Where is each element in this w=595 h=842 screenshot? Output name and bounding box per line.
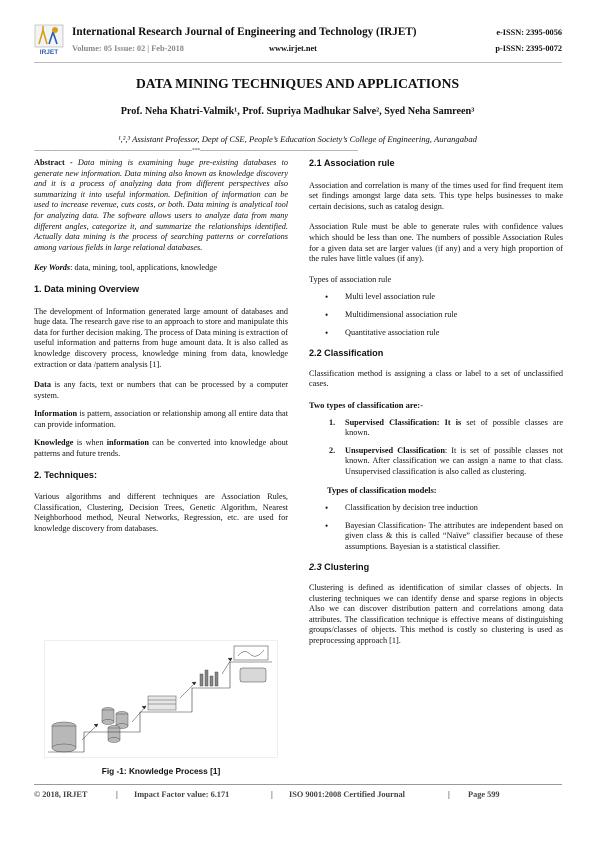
information-definition: [34, 409, 288, 430]
section-2-2-heading: 2.2 Classification: [309, 348, 384, 359]
keywords: [34, 263, 288, 274]
classification-types-label: Two types of classification are:-: [309, 399, 423, 410]
item-number: 2.: [329, 445, 336, 455]
heading-text: Clustering: [321, 562, 370, 573]
irjet-logo: [34, 24, 64, 56]
footer-page-number: Page 599: [468, 790, 500, 799]
association-types-label: Types of association rule: [309, 274, 392, 284]
knowledge-term: Knowledge: [34, 438, 74, 448]
footer-divider: [34, 784, 562, 785]
footer-iso: ISO 9001:2008 Certified Journal: [289, 790, 405, 799]
footer-separator: |: [116, 790, 118, 799]
right-column: [309, 158, 563, 647]
list-item: • Multidimensional association rule: [309, 310, 563, 321]
item-term: Supervised Classification: It is: [345, 417, 462, 427]
know-end-text: can be converted into knowledge about patterns and future trends.: [34, 438, 288, 459]
classification-types-list: [309, 418, 563, 478]
knowledge-definition: [34, 438, 288, 459]
section-2-1-heading: 2.1 Association rule: [309, 158, 395, 168]
left-column: [34, 158, 288, 535]
abstract-label: Abstract -: [34, 158, 73, 167]
p-issn: p-ISSN: 2395-0072: [495, 44, 562, 53]
heading-number: 2.3: [309, 562, 322, 573]
data-term: Data: [34, 380, 51, 390]
knowledge-icon: [240, 668, 266, 682]
abstract-text: Data mining is examining huge pre-existing databases to generate new information. Data mining also known as knowledge discovery and it is a process of analyzing data from different perspectives also summarizing it into useful information. Definition of information can be used to increase revenue, cuts costs, or both. Data mining is analytical tool for analyzing data. The software allows users to analyze data from many different angles, categorize it, and summarize the relationships identified. Actually data mining is the process of searching patterns or correlations among various fields in large relational databases.: [34, 158, 288, 252]
section-2-heading: 2. Techniques:: [34, 469, 97, 480]
logo-text: IRJET: [39, 49, 59, 56]
classification-models-label: Types of classification models:: [327, 485, 437, 496]
list-item: [309, 446, 563, 478]
know-mid-text: is when: [73, 438, 107, 448]
item-text: set of possible classes are known.: [345, 417, 564, 438]
classification-paragraph: Classification method is assigning a class or label to a set of unclassified cases.: [309, 368, 563, 389]
affiliation: ¹,²,³ Assistant Professor, Dept of CSE, People’s Education Society’s College of Engineering, Aurangabad: [118, 134, 477, 144]
e-issn: e-ISSN: 2395-0056: [496, 28, 562, 37]
journal-header: [34, 24, 562, 62]
data-definition: [34, 380, 288, 401]
item-term: Unsupervised Classification: [345, 445, 445, 455]
information-term-2: information: [106, 438, 149, 448]
list-item: • Classification by decision tree induction: [309, 503, 563, 514]
information-term: Information: [34, 409, 78, 419]
footer-separator: |: [271, 790, 273, 799]
journal-website[interactable]: www.irjet.net: [269, 44, 317, 53]
footer-impact-factor: Impact Factor value: 6.171: [134, 790, 230, 799]
info-def-text: is pattern, association or relationship among all entire data that can provide information.: [34, 409, 288, 429]
list-item: [309, 418, 563, 439]
association-paragraph-2: Association Rule must be able to generate rules with confidence values which should be less than one. The numbers of possible Association Rules for a given data set are larger values (if any) and a very high proportion of the rules have little values (if any).: [309, 222, 563, 264]
patterns-icon: [234, 646, 268, 660]
data-def-text: is any facts, text or numbers that can be processed by a computer system.: [34, 380, 288, 400]
footer-copyright: © 2018, IRJET: [34, 790, 88, 799]
list-item: • Multi level association rule: [309, 292, 563, 303]
keywords-text: : data, mining, tool, applications, knowledge: [70, 263, 218, 273]
figure-caption: Fig -1: Knowledge Process [1]: [101, 766, 221, 776]
abstract: [34, 158, 288, 253]
knowledge-process-figure: [44, 640, 278, 758]
journal-title: International Research Journal of Engineering and Technology (IRJET): [72, 26, 417, 38]
classification-models-list: [309, 503, 563, 552]
section-2-3-heading: [309, 562, 563, 573]
authors: Prof. Neha Khatri-Valmik¹, Prof. Supriya Madhukar Salve², Syed Neha Samreen³: [120, 106, 475, 117]
volume-issue: Volume: 05 Issue: 02 | Feb-2018: [72, 44, 184, 53]
item-text: : It is set of possible classes not known. After classification we can assign a name to that class. Unsupervised classification is also called as clustering.: [345, 445, 563, 476]
footer-separator: |: [448, 790, 450, 799]
keywords-label: Key Words: [34, 263, 71, 273]
paper-title: DATA MINING TECHNIQUES AND APPLICATIONS: [135, 76, 460, 91]
header-divider: [34, 62, 562, 63]
section-1-paragraph: The development of Information generated large amount of databases and huge data. The research gave rise to an approach to store and manipulate this data for further decision making. The process of Data mining is extraction of useful information and patterns from huge amount data. It is also called as knowledge discovery process, knowledge mining from data, knowledge extraction or data /pattern analysis [1].: [34, 306, 288, 369]
association-paragraph-1: Association and correlation is many of the times used for find frequent item set findings amongst large data sets. This type helps businesses to make certain decisions, such as catalog design.: [309, 180, 563, 211]
list-item: • Quantitative association rule: [309, 328, 563, 339]
item-number: 1.: [329, 417, 336, 427]
section-1-heading: 1. Data mining Overview: [34, 283, 140, 294]
clustering-paragraph: Clustering is defined as identification of similar classes of objects. In clustering techniques we can identify dense and sparse regions in objects Also we can discover distribution pattern and correlations among data attributes. The classification technique is effective means of distinguishing groups/classes of objects. This method is costly so clustering is used as preprocessing approach [1].: [309, 583, 563, 645]
list-item: • Bayesian Classification- The attributes are independent based on given class & this is called “Naïve” classifier because of these assumptions. Bayesian is a statistical classifier.: [309, 521, 563, 553]
association-types-list: [309, 292, 563, 338]
preprocessed-data-icon: [148, 696, 176, 710]
section-2-paragraph: Various algorithms and different techniques are Association Rules, Classification, Clustering, Decision Trees, Genetic Algorithm, Nearest Neighborhood method, Neural Networks, Regression, etc. are used for knowledge discovery from databases.: [34, 492, 288, 534]
separator-line: ---------------------------------------------------------------------------------------------***---------------------------------------------------------------------------------------------: [34, 148, 358, 154]
